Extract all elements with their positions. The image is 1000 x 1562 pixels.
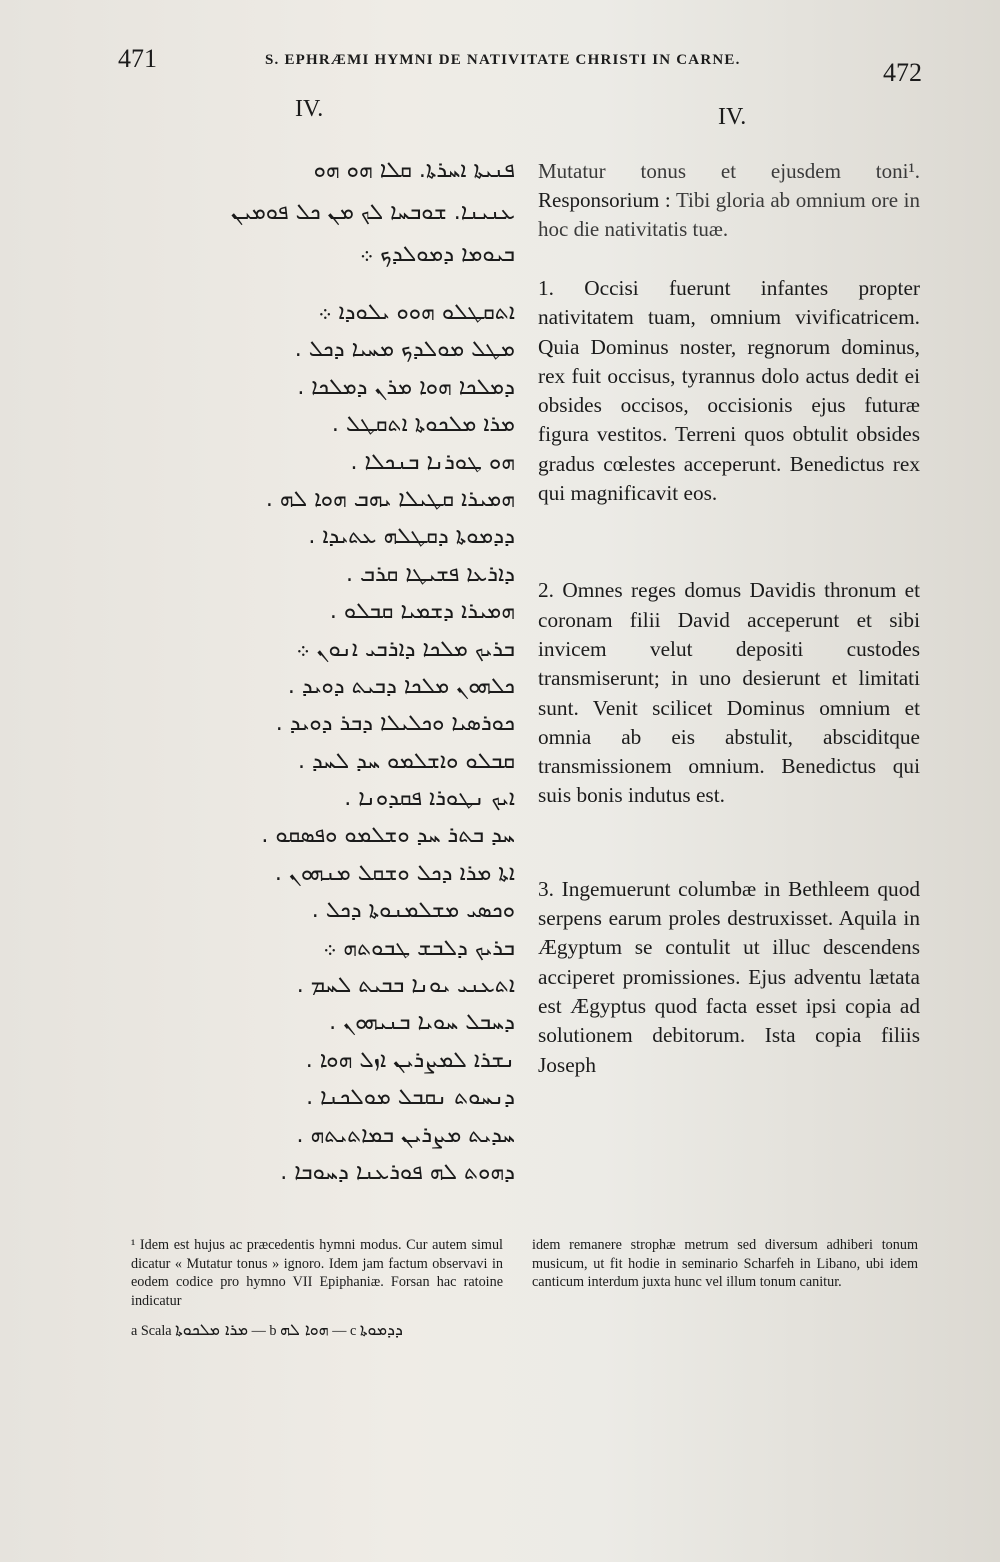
syriac-verse-line: ܚܕܝܬ ܡܨܪܝܢ ܒܡܐܬܝܬܗ . bbox=[296, 1122, 515, 1148]
latin-column bbox=[538, 157, 920, 1080]
syriac-verse-line: ܕܢܚܘܬ ܢܩܒܠ ܡܘܠܟܢܐ . bbox=[306, 1085, 515, 1111]
syriac-verse-line: ܗܡܝܪܐ ܕܫܡܝܐ ܩܒܠܘ . bbox=[329, 599, 515, 625]
latin-stanza-1: 1. Occisi fuerunt infantes propter nativitatem tuam, omnium vivificatricem. Quia Dominus noster, regnorum dominus, rex fuit occisus, tyrannus dolo actus dedit ei obsides occisos, occisionis ejus futuræ figura vestitos. Terreni quos obtulit obsides gradus cœlestes acceperunt. Benedictus rex qui magnificavit eos. bbox=[538, 276, 920, 506]
syriac-responsorium-line: ܒܝܘܡܐ ܕܡܘܠܕܟ ܀ bbox=[359, 242, 515, 267]
variant-readings bbox=[131, 1320, 516, 1340]
syriac-verse-line: ܡܪܐ ܡܠܟܘܬܐ ܐܬܩܛܠ . bbox=[331, 412, 515, 438]
syriac-verse-line: ܐܬܐ ܡܪܐ ܕܟܠ ܘܫܩܠ ܡܢܗܘܢ . bbox=[274, 860, 515, 886]
footnote-continuation: idem remanere strophæ metrum sed diversum adhiberi tonum musicum, ut fit hodie in seminario Scharfeh in Libano, ubi idem canticum interdum juxta hunc vel illum tonum canitur. bbox=[532, 1237, 918, 1290]
latin-stanza-3: 3. Ingemuerunt columbæ in Bethleem quod serpens earum proles destruxisset. Aquila in Ægyptum se contulit ut illuc descendens acciperet promissiones. Ejus adventu lætata est Ægyptus quod facta esset ipsi copia ad solutionem debitorum. Ista copia filiis Joseph bbox=[538, 876, 920, 1077]
footnote-left bbox=[131, 1236, 503, 1310]
section-number-syriac: IV. bbox=[295, 96, 324, 122]
syriac-verse-line: ܕܕܡܘܬܐ ܕܩܛܠܗ ܥܬܝܕܐ . bbox=[308, 524, 515, 550]
running-head bbox=[0, 40, 1000, 87]
syriac-verse-line: ܐܬܩܛܠܘ ܗܘܘ ܝܠܘܕܐ ܀ bbox=[318, 300, 515, 325]
syriac-verse-line: ܐܬܥܢܝ ܝܘܢܐ ܒܒܝܬ ܠܚܡ . bbox=[296, 973, 515, 999]
syriac-verse-line: ܗܡܝܪܐ ܩܛܝܠܐ ܝܗܒ ܗܘܐ ܠܗ . bbox=[265, 486, 515, 512]
syriac-verse-line: ܐܝܟ ܢܛܘܪܐ ܦܩܕܘܢܐ . bbox=[344, 786, 515, 812]
responsorium-label: Responsorium : bbox=[538, 188, 671, 212]
syriac-verse-line: ܟܘܪܣܝܐ ܘܟܠܝܠܐ ܕܒܪ ܕܘܝܕ . bbox=[275, 711, 515, 737]
syriac-verse-line: ܚܕ ܒܬܪ ܚܕ ܘܫܠܡܘ ܘܦܣܩܘ . bbox=[261, 823, 515, 849]
syriac-verse-line: ܗܘ ܛܘܪܢܐ ܒܢܟܠܐ . bbox=[350, 449, 515, 475]
footnote-text: ¹ Idem est hujus ac præcedentis hymni modus. Cur autem simul dicatur « Mutatur tonus » ignoro. Idem jam factum observavi in eodem codice pro hymno VII Epiphaniæ. Forsan hac ratoine indicatur bbox=[131, 1237, 503, 1309]
stanza-gap bbox=[120, 276, 515, 294]
syriac-column bbox=[120, 150, 515, 1191]
syriac-verse-line: ܒܪܝܟ ܡܠܟܐ ܕܐܪܒܝ ܐܢܘܢ ܀ bbox=[296, 636, 515, 662]
syriac-verse-line: ܕܡܠܟܐ ܗܘܐ ܡܪܢ ܕܡܠܟܐ . bbox=[297, 374, 515, 400]
footnote-right bbox=[532, 1236, 918, 1292]
syriac-responsorium-line: ܥܢܝܢܐ. ܫܘܒܚܐ ܠܟ ܡܢ ܟܠ ܦܘܡܝܢ bbox=[231, 200, 515, 225]
variant-c-label: — c bbox=[332, 1323, 357, 1339]
variant-a-label: a Scala bbox=[131, 1323, 172, 1339]
variant-b-label: — b bbox=[251, 1323, 277, 1339]
syriac-verse-line: ܕܗܘܬ ܠܗ ܦܘܪܥܢܐ ܕܚܘܒܐ . bbox=[280, 1159, 515, 1185]
syriac-verse-line: ܒܪܝܟ ܕܠܒܫ ܛܒܘܬܗ ܀ bbox=[323, 935, 515, 961]
page-number-left: 471 bbox=[118, 44, 157, 73]
responsorium-text: Tibi gloria ab omnium ore in hoc die nativitatis tuæ. bbox=[538, 188, 921, 241]
syriac-verse-line: ܕܚܒܠ ܚܘܝܐ ܒܢܝܗܘܢ . bbox=[329, 1010, 515, 1036]
latin-header bbox=[538, 157, 920, 244]
syriac-verse-line: ܡܛܠ ܡܘܠܕܟ ܡܚܝܐ ܕܟܠ . bbox=[294, 337, 515, 363]
syriac-verse-line: ܟܠܗܘܢ ܡܠܟܐ ܕܒܝܬ ܕܘܝܕ . bbox=[287, 673, 515, 699]
variant-b-text: ܗܘܐ ܠܗ bbox=[279, 1320, 329, 1339]
running-title: S. EPHRÆMI HYMNI DE NATIVITATE CHRISTI IN CARNE. bbox=[265, 52, 741, 68]
tone-note: Mutatur tonus et ejusdem toni¹. bbox=[538, 159, 920, 183]
section-number-latin: IV. bbox=[718, 104, 747, 130]
variant-c-text: ܕܕܡܘܬܐ bbox=[359, 1320, 403, 1339]
syriac-responsorium-line: ܦܢܝܬܐ ܐܚܪܬܐ. ܩܠܐ ܗܘ ܗܘ bbox=[313, 158, 515, 183]
latin-stanza-2: 2. Omnes reges domus Davidis thronum et coronam filii David acceperunt et sibi invicem velut depositi custodes transmiserunt; in uno desierunt et limitati sunt. Venit scilicet Dominus omnium et omnia ab eis abstulit, absciditque transmissionem omnium. Benedictus qui suis bonis indutus est. bbox=[538, 578, 920, 808]
page-number-right: 472 bbox=[883, 58, 922, 87]
syriac-verse-line: ܢܫܪܐ ܠܡܨܪܝܢ ܐܙܠ ܗܘܐ . bbox=[305, 1047, 515, 1073]
syriac-verse-line: ܕܐܪܥܐ ܦܫܝܛܐ ܩܪܒ . bbox=[345, 561, 515, 587]
syriac-verse-line: ܘܟܣܝ ܡܫܠܡܢܘܬܐ ܕܟܠ . bbox=[311, 898, 515, 924]
syriac-verse-line: ܩܒܠܘ ܘܐܫܠܡܘ ܚܕ ܠܚܕ . bbox=[298, 748, 515, 774]
variant-a-text: ܡܪܐ ܡܠܟܘܬܐ bbox=[175, 1320, 249, 1339]
